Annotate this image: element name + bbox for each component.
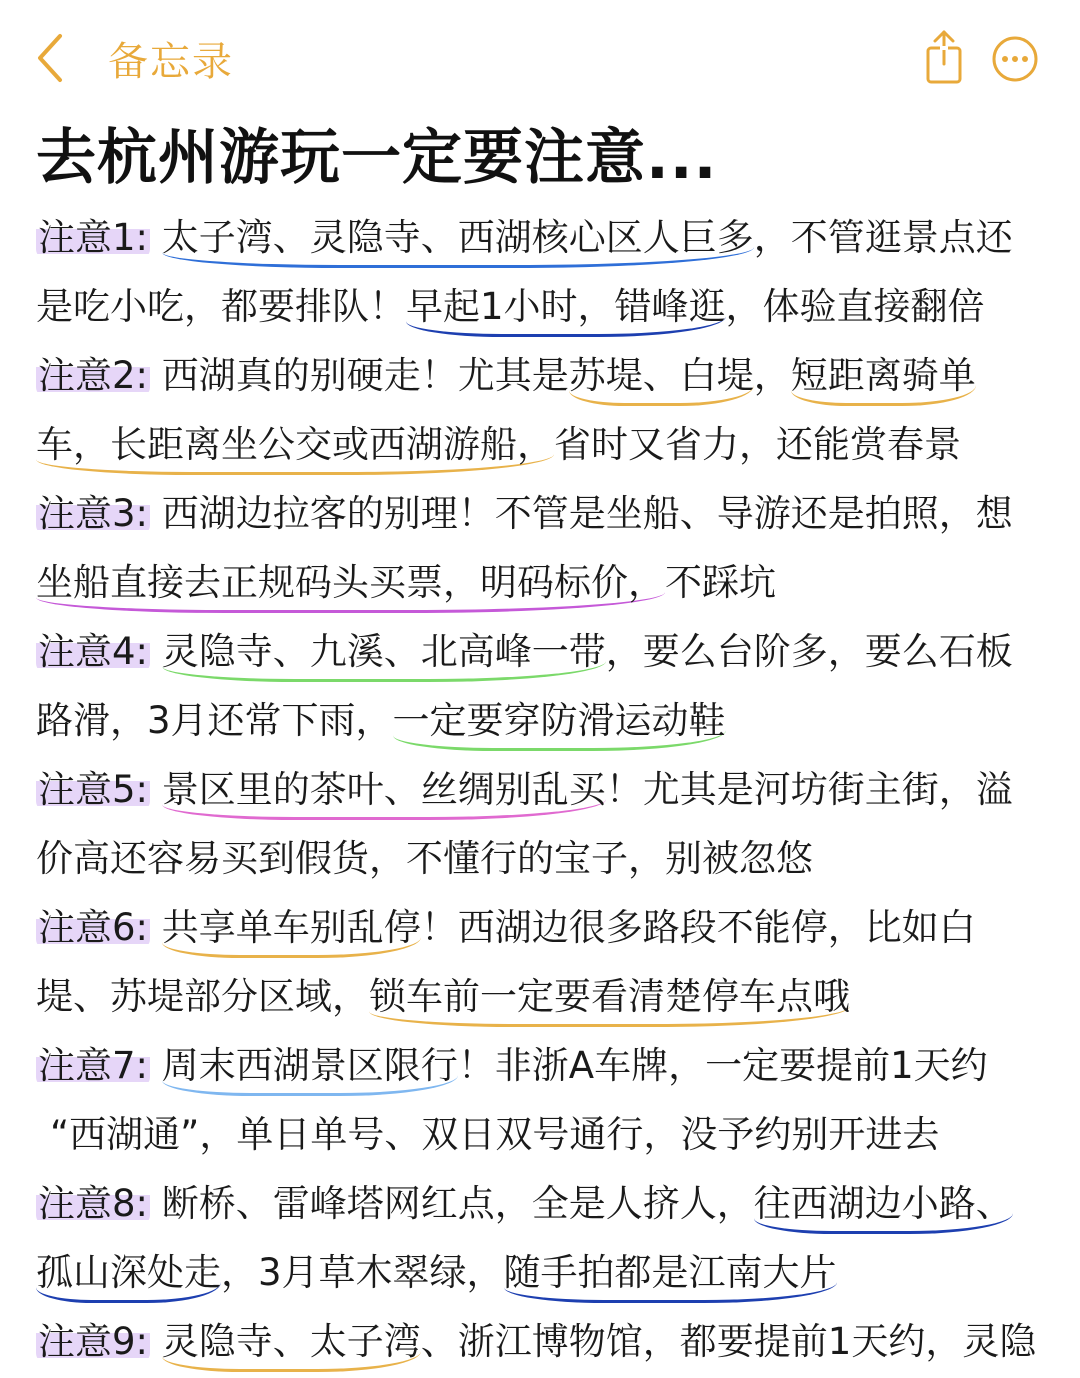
- note-text: 价高还容易买到假货，不懂行的宝子，别被忽悠: [36, 837, 813, 880]
- note-text: 西湖真的别硬走！尤其是: [150, 354, 569, 397]
- highlight: 一定要穿防滑运动鞋: [393, 699, 726, 751]
- note-text: 堤、苏堤部分区域，: [36, 975, 369, 1018]
- note-line: [36, 688, 1046, 757]
- highlight: 太子湾、灵隐寺、西湖核心区人巨多: [162, 216, 754, 268]
- note-line: [36, 550, 1046, 619]
- note-text: [150, 768, 162, 811]
- note-line: [36, 1033, 1046, 1102]
- back-button[interactable]: [30, 28, 80, 88]
- highlight: 共享单车别乱停: [162, 906, 421, 958]
- note-line: [36, 619, 1046, 688]
- highlight: 景区里的茶叶、丝绸别乱买: [162, 768, 606, 820]
- note-text: [150, 1044, 162, 1087]
- note-line: [36, 1171, 1046, 1240]
- note-line: [36, 826, 1046, 895]
- note-tag: 注意1:: [38, 216, 149, 259]
- note-text: ，体验直接翻倍: [725, 285, 985, 328]
- chevron-left-icon: [30, 28, 80, 88]
- note-tag: 注意7:: [38, 1044, 149, 1087]
- note-text: ，3月草木翠绿，: [221, 1251, 504, 1294]
- note-tag: 注意9:: [38, 1320, 149, 1363]
- note-text: [150, 216, 162, 259]
- note-line: [36, 274, 1046, 343]
- note-tag: 注意6:: [38, 906, 149, 949]
- note-text: ，: [753, 354, 791, 397]
- note-line: [36, 1102, 1046, 1171]
- note-text: ，要么台阶多，要么石板: [605, 630, 1013, 673]
- note-tag: 注意2:: [38, 354, 149, 397]
- note-text: ！尤其是河坊街主街，溢: [605, 768, 1013, 811]
- share-icon: [920, 28, 968, 86]
- note-text: [150, 1320, 162, 1363]
- note-text: 断桥、雷峰塔网红点，全是人挤人，: [150, 1182, 754, 1225]
- note-line: [36, 757, 1046, 826]
- note-body[interactable]: [36, 205, 1046, 1378]
- share-button[interactable]: [920, 28, 968, 86]
- note-line: [36, 895, 1046, 964]
- note-line: [36, 964, 1046, 1033]
- note-text: 不踩坑: [665, 561, 776, 604]
- note-text: [150, 630, 162, 673]
- note-tag: 注意5:: [38, 768, 149, 811]
- highlight: 早起1小时，错峰逛: [406, 285, 726, 337]
- highlight: 车，长距离坐公交或西湖游船，: [36, 423, 554, 475]
- note-line: [36, 481, 1046, 550]
- highlight: 灵隐寺、太子湾: [162, 1320, 421, 1372]
- note-text: 省时又省力，还能赏春景: [554, 423, 961, 466]
- back-label[interactable]: 备忘录: [108, 39, 234, 85]
- note-line: [36, 412, 1046, 481]
- more-button[interactable]: [990, 34, 1040, 84]
- note-title: 去杭州游玩一定要注意...: [36, 123, 718, 193]
- note-line: [36, 1309, 1046, 1378]
- note-text: ！西湖边很多路段不能停，比如白: [420, 906, 976, 949]
- note-text: 是吃小吃，都要排队！: [36, 285, 406, 328]
- note-line: [36, 205, 1046, 274]
- note-line: [36, 343, 1046, 412]
- highlight: 随手拍都是江南大片: [504, 1251, 837, 1303]
- highlight: 坐船直接去正规码头买票，明码标价，: [36, 561, 665, 613]
- note-text: ！非浙A车牌，一定要提前1天约: [457, 1044, 988, 1087]
- highlight: 周末西湖景区限行: [162, 1044, 458, 1096]
- highlight: 锁车前一定要看清楚停车点哦: [369, 975, 850, 1027]
- note-text: “西湖通”，单日单号、双日双号通行，没予约别开进去: [50, 1113, 940, 1156]
- highlight: 往西湖边小路、: [754, 1182, 1013, 1234]
- note-text: 西湖边拉客的别理！不管是坐船、导游还是拍照，想: [150, 492, 1013, 535]
- note-text: 路滑，3月还常下雨，: [36, 699, 393, 742]
- nav-bar: [0, 0, 1080, 110]
- note-tag: 注意3:: [38, 492, 149, 535]
- highlight: 灵隐寺、九溪、北高峰一带: [162, 630, 606, 682]
- note-text: [150, 906, 162, 949]
- highlight: 孤山深处走: [36, 1251, 221, 1303]
- note-tag: 注意8:: [38, 1182, 149, 1225]
- highlight: 苏堤、白堤: [569, 354, 754, 406]
- note-tag: 注意4:: [38, 630, 149, 673]
- more-ellipsis-icon: [990, 34, 1040, 84]
- highlight: 短距离骑单: [791, 354, 976, 406]
- note-text: 、浙江博物馆，都要提前1天约，灵隐: [420, 1320, 1037, 1363]
- note-line: [36, 1240, 1046, 1309]
- note-text: ，不管逛景点还: [753, 216, 1013, 259]
